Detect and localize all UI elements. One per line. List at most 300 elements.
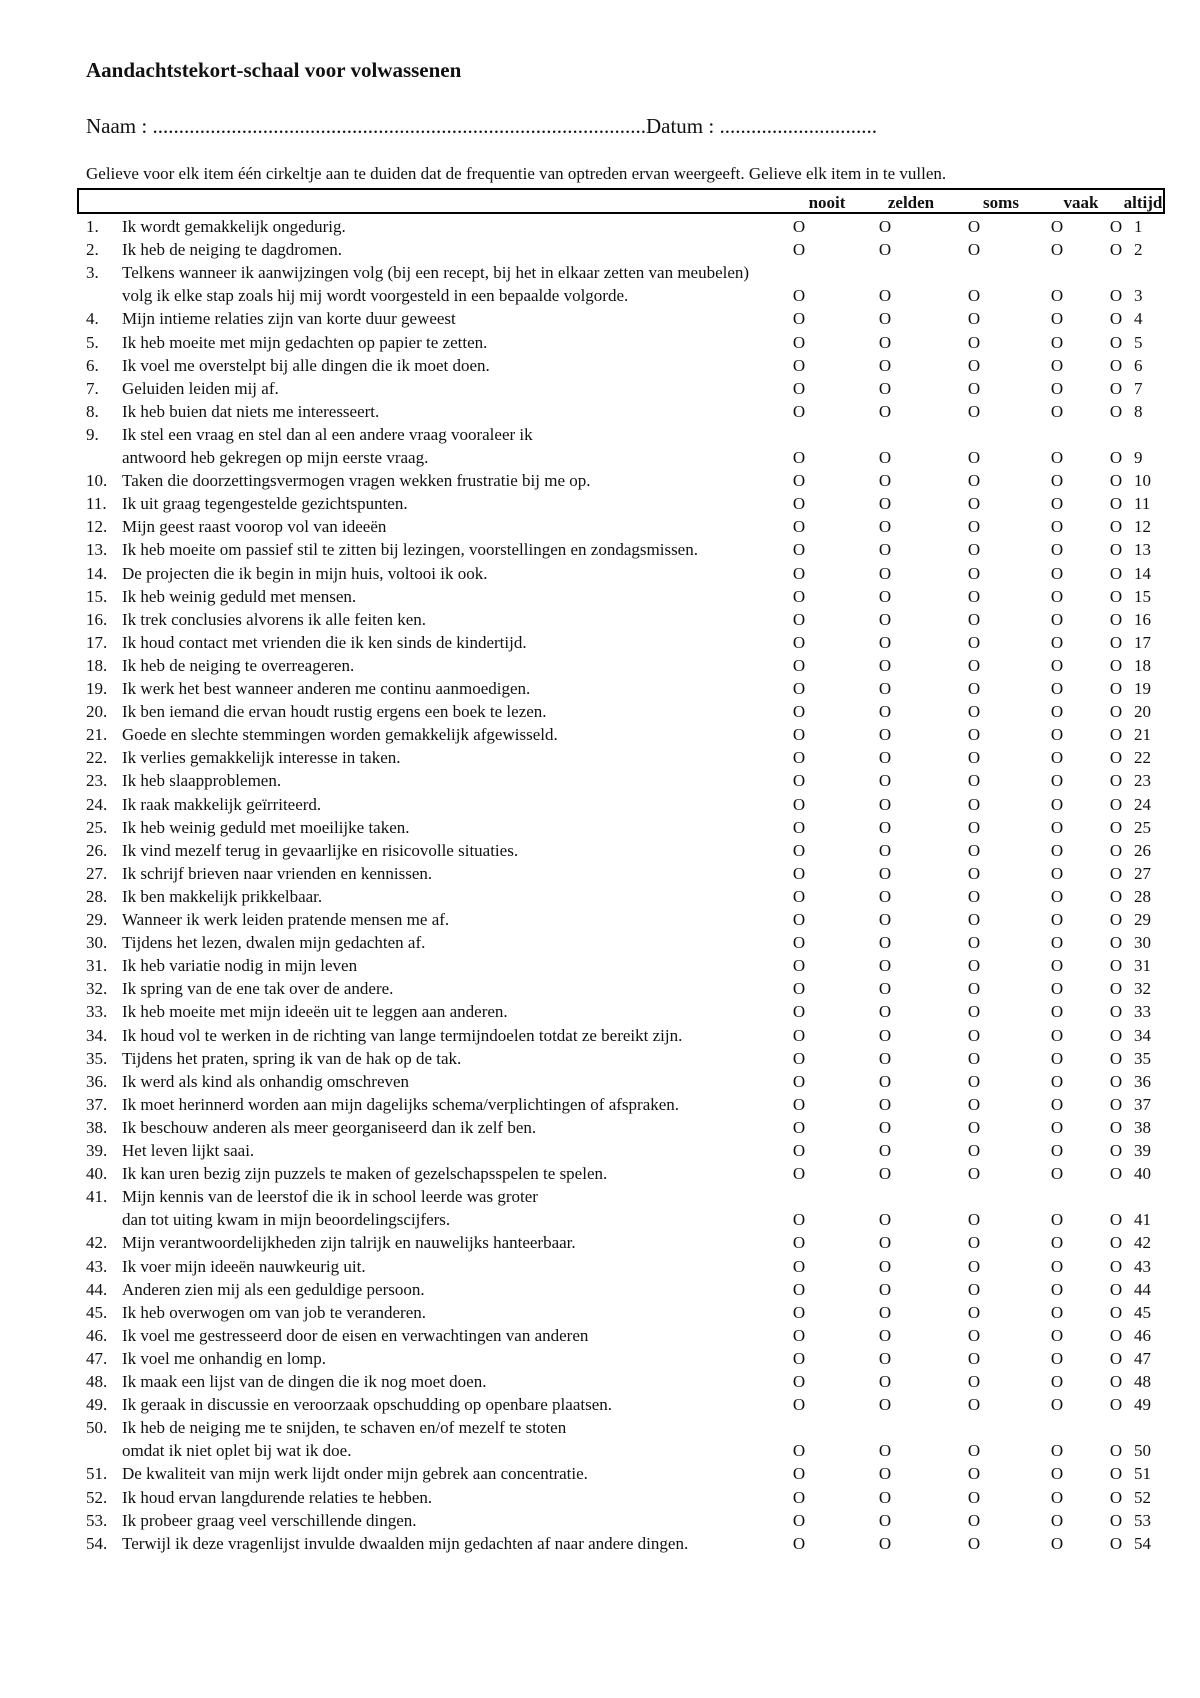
radio-soms[interactable]: O: [967, 1441, 981, 1461]
radio-altijd[interactable]: O: [1109, 910, 1123, 929]
radio-vaak[interactable]: O: [1050, 655, 1064, 675]
radio-altijd[interactable]: O: [1109, 286, 1123, 306]
radio-vaak[interactable]: O: [1050, 1533, 1064, 1553]
item-id: 32: [1134, 979, 1151, 999]
radio-altijd[interactable]: O: [1109, 332, 1123, 352]
radio-vaak[interactable]: O: [1050, 1025, 1064, 1045]
radio-vaak[interactable]: O: [1050, 1348, 1064, 1368]
radio-soms[interactable]: O: [967, 1487, 981, 1507]
item-number: 20.: [86, 702, 108, 722]
radio-altijd[interactable]: O: [1109, 609, 1123, 629]
radio-zelden[interactable]: O: [878, 1164, 892, 1184]
radio-soms[interactable]: O: [967, 748, 981, 768]
radio-nooit[interactable]: O: [792, 1533, 806, 1553]
radio-soms[interactable]: O: [967, 655, 981, 675]
radio-nooit[interactable]: O: [792, 1487, 806, 1507]
radio-vaak[interactable]: O: [1050, 886, 1064, 906]
radio-soms[interactable]: O: [967, 1117, 981, 1137]
radio-soms[interactable]: O: [967, 494, 981, 514]
radio-nooit[interactable]: O: [792, 563, 806, 583]
radio-zelden[interactable]: O: [878, 840, 892, 860]
radio-soms[interactable]: O: [967, 863, 981, 883]
radio-soms[interactable]: O: [967, 1510, 981, 1530]
radio-soms[interactable]: O: [967, 1164, 981, 1184]
radio-soms[interactable]: O: [967, 933, 981, 953]
radio-nooit[interactable]: O: [792, 1210, 806, 1230]
radio-altijd[interactable]: O: [1109, 1164, 1123, 1184]
radio-vaak[interactable]: O: [1050, 1510, 1064, 1530]
radio-nooit[interactable]: O: [792, 702, 806, 722]
radio-altijd[interactable]: O: [1109, 956, 1123, 976]
radio-soms[interactable]: O: [967, 1094, 981, 1114]
radio-nooit[interactable]: O: [792, 1094, 806, 1114]
radio-altijd[interactable]: O: [1109, 1279, 1123, 1299]
radio-zelden[interactable]: O: [878, 817, 892, 837]
radio-altijd[interactable]: O: [1109, 979, 1123, 999]
radio-altijd[interactable]: O: [1109, 1210, 1123, 1230]
radio-zelden[interactable]: O: [878, 979, 892, 999]
radio-vaak[interactable]: O: [1050, 378, 1064, 398]
radio-soms[interactable]: O: [967, 1302, 981, 1322]
radio-vaak[interactable]: O: [1050, 1302, 1064, 1322]
radio-vaak[interactable]: O: [1050, 517, 1064, 537]
radio-zelden[interactable]: O: [878, 286, 892, 306]
radio-nooit[interactable]: O: [792, 771, 806, 791]
radio-nooit[interactable]: O: [792, 886, 806, 906]
radio-altijd[interactable]: O: [1109, 563, 1123, 583]
radio-vaak[interactable]: O: [1050, 471, 1064, 491]
radio-zelden[interactable]: O: [878, 1487, 892, 1507]
item-text: Ik heb moeite met mijn ideeën uit te leggen aan anderen.: [122, 1002, 508, 1022]
radio-altijd[interactable]: O: [1109, 771, 1123, 791]
radio-zelden[interactable]: O: [878, 1395, 892, 1415]
radio-nooit[interactable]: O: [792, 863, 806, 883]
radio-zelden[interactable]: O: [878, 1325, 892, 1345]
list-item: [0, 1534, 1200, 1557]
radio-nooit[interactable]: O: [792, 910, 806, 929]
radio-vaak[interactable]: O: [1050, 332, 1064, 352]
radio-altijd[interactable]: O: [1109, 886, 1123, 906]
radio-vaak[interactable]: O: [1050, 586, 1064, 606]
radio-nooit[interactable]: O: [792, 725, 806, 745]
radio-soms[interactable]: O: [967, 1210, 981, 1230]
radio-zelden[interactable]: O: [878, 863, 892, 883]
radio-soms[interactable]: O: [967, 1464, 981, 1484]
radio-nooit[interactable]: O: [792, 240, 806, 260]
radio-vaak[interactable]: O: [1050, 609, 1064, 629]
radio-vaak[interactable]: O: [1050, 817, 1064, 837]
radio-zelden[interactable]: O: [878, 1141, 892, 1160]
radio-altijd[interactable]: O: [1109, 309, 1123, 329]
radio-vaak[interactable]: O: [1050, 286, 1064, 306]
radio-altijd[interactable]: O: [1109, 817, 1123, 837]
radio-vaak[interactable]: O: [1050, 725, 1064, 745]
radio-soms[interactable]: O: [967, 1256, 981, 1276]
column-header-zelden: zelden: [887, 193, 935, 212]
radio-zelden[interactable]: O: [878, 586, 892, 606]
radio-zelden[interactable]: O: [878, 517, 892, 537]
list-item: [0, 841, 1200, 864]
radio-zelden[interactable]: O: [878, 748, 892, 768]
radio-soms[interactable]: O: [967, 1279, 981, 1299]
radio-vaak[interactable]: O: [1050, 1487, 1064, 1507]
radio-zelden[interactable]: O: [878, 933, 892, 953]
radio-soms[interactable]: O: [967, 448, 981, 467]
radio-nooit[interactable]: O: [792, 1372, 806, 1391]
radio-altijd[interactable]: O: [1109, 1094, 1123, 1114]
radio-vaak[interactable]: O: [1050, 494, 1064, 514]
radio-soms[interactable]: O: [967, 840, 981, 860]
radio-nooit[interactable]: O: [792, 817, 806, 837]
radio-soms[interactable]: O: [967, 910, 981, 929]
radio-soms[interactable]: O: [967, 1533, 981, 1553]
radio-altijd[interactable]: O: [1109, 1325, 1123, 1345]
radio-zelden[interactable]: O: [878, 1510, 892, 1530]
radio-altijd[interactable]: O: [1109, 1117, 1123, 1137]
radio-soms[interactable]: O: [967, 563, 981, 583]
radio-vaak[interactable]: O: [1050, 1279, 1064, 1299]
radio-nooit[interactable]: O: [792, 1510, 806, 1530]
radio-nooit[interactable]: O: [792, 632, 806, 652]
radio-vaak[interactable]: O: [1050, 309, 1064, 329]
radio-vaak[interactable]: O: [1050, 840, 1064, 860]
radio-soms[interactable]: O: [967, 1048, 981, 1068]
radio-vaak[interactable]: O: [1050, 240, 1064, 260]
radio-soms[interactable]: O: [967, 471, 981, 491]
radio-vaak[interactable]: O: [1050, 448, 1064, 467]
radio-zelden[interactable]: O: [878, 471, 892, 491]
radio-nooit[interactable]: O: [792, 471, 806, 491]
radio-zelden[interactable]: O: [878, 332, 892, 352]
radio-vaak[interactable]: O: [1050, 217, 1064, 236]
radio-soms[interactable]: O: [967, 1325, 981, 1345]
radio-zelden[interactable]: O: [878, 1256, 892, 1276]
radio-nooit[interactable]: O: [792, 1325, 806, 1345]
item-id: 24: [1134, 794, 1151, 814]
radio-zelden[interactable]: O: [878, 1071, 892, 1091]
radio-soms[interactable]: O: [967, 1233, 981, 1253]
radio-zelden[interactable]: O: [878, 679, 892, 698]
radio-vaak[interactable]: O: [1050, 1233, 1064, 1253]
radio-altijd[interactable]: O: [1109, 725, 1123, 745]
radio-nooit[interactable]: O: [792, 933, 806, 953]
radio-vaak[interactable]: O: [1050, 1256, 1064, 1276]
radio-soms[interactable]: O: [967, 771, 981, 791]
radio-zelden[interactable]: O: [878, 910, 892, 929]
radio-soms[interactable]: O: [967, 540, 981, 560]
radio-zelden[interactable]: O: [878, 563, 892, 583]
radio-nooit[interactable]: O: [792, 794, 806, 814]
radio-soms[interactable]: O: [967, 1002, 981, 1022]
radio-vaak[interactable]: O: [1050, 771, 1064, 791]
radio-vaak[interactable]: O: [1050, 563, 1064, 583]
radio-nooit[interactable]: O: [792, 332, 806, 352]
radio-altijd[interactable]: O: [1109, 933, 1123, 953]
radio-soms[interactable]: O: [967, 679, 981, 698]
radio-altijd[interactable]: O: [1109, 655, 1123, 675]
radio-vaak[interactable]: O: [1050, 1117, 1064, 1137]
radio-soms[interactable]: O: [967, 378, 981, 398]
radio-altijd[interactable]: O: [1109, 355, 1123, 375]
radio-zelden[interactable]: O: [878, 494, 892, 514]
radio-nooit[interactable]: O: [792, 679, 806, 698]
radio-soms[interactable]: O: [967, 1348, 981, 1368]
item-text: Mijn kennis van de leerstof die ik in school leerde was groter: [122, 1187, 538, 1207]
item-id: 6: [1134, 355, 1143, 375]
radio-zelden[interactable]: O: [878, 217, 892, 236]
radio-altijd[interactable]: O: [1109, 679, 1123, 698]
radio-zelden[interactable]: O: [878, 956, 892, 976]
item-id: 49: [1134, 1395, 1151, 1415]
radio-nooit[interactable]: O: [792, 540, 806, 560]
radio-nooit[interactable]: O: [792, 1025, 806, 1045]
radio-soms[interactable]: O: [967, 332, 981, 352]
radio-altijd[interactable]: O: [1109, 401, 1123, 421]
radio-vaak[interactable]: O: [1050, 401, 1064, 421]
radio-vaak[interactable]: O: [1050, 910, 1064, 929]
radio-soms[interactable]: O: [967, 401, 981, 421]
radio-altijd[interactable]: O: [1109, 1256, 1123, 1276]
radio-vaak[interactable]: O: [1050, 748, 1064, 768]
radio-altijd[interactable]: O: [1109, 586, 1123, 606]
radio-altijd[interactable]: O: [1109, 1233, 1123, 1253]
radio-altijd[interactable]: O: [1109, 863, 1123, 883]
list-item: [0, 795, 1200, 818]
radio-soms[interactable]: O: [967, 1141, 981, 1160]
radio-nooit[interactable]: O: [792, 517, 806, 537]
radio-zelden[interactable]: O: [878, 771, 892, 791]
radio-zelden[interactable]: O: [878, 240, 892, 260]
radio-altijd[interactable]: O: [1109, 1533, 1123, 1553]
item-text: Ik heb slaapproblemen.: [122, 771, 282, 791]
item-text: Ik stel een vraag en stel dan al een andere vraag vooraleer ik: [122, 424, 533, 444]
radio-altijd[interactable]: O: [1109, 217, 1123, 236]
radio-altijd[interactable]: O: [1109, 1348, 1123, 1368]
radio-nooit[interactable]: O: [792, 448, 806, 467]
radio-soms[interactable]: O: [967, 886, 981, 906]
radio-vaak[interactable]: O: [1050, 1164, 1064, 1184]
item-id: 12: [1134, 517, 1151, 537]
radio-zelden[interactable]: O: [878, 609, 892, 629]
radio-zelden[interactable]: O: [878, 1233, 892, 1253]
radio-soms[interactable]: O: [967, 240, 981, 260]
item-text: Ik ben iemand die ervan houdt rustig ergens een boek te lezen.: [122, 702, 547, 722]
radio-altijd[interactable]: O: [1109, 1372, 1123, 1391]
radio-soms[interactable]: O: [967, 632, 981, 652]
radio-altijd[interactable]: O: [1109, 1025, 1123, 1045]
radio-vaak[interactable]: O: [1050, 956, 1064, 976]
radio-vaak[interactable]: O: [1050, 794, 1064, 814]
radio-zelden[interactable]: O: [878, 632, 892, 652]
radio-altijd[interactable]: O: [1109, 471, 1123, 491]
radio-soms[interactable]: O: [967, 1071, 981, 1091]
radio-nooit[interactable]: O: [792, 1164, 806, 1184]
radio-soms[interactable]: O: [967, 1395, 981, 1415]
radio-nooit[interactable]: O: [792, 401, 806, 421]
item-number: 9.: [86, 424, 99, 444]
radio-altijd[interactable]: O: [1109, 1487, 1123, 1507]
radio-soms[interactable]: O: [967, 1025, 981, 1045]
item-id: 36: [1134, 1071, 1151, 1091]
radio-nooit[interactable]: O: [792, 979, 806, 999]
radio-zelden[interactable]: O: [878, 1117, 892, 1137]
item-id: 38: [1134, 1117, 1151, 1137]
radio-vaak[interactable]: O: [1050, 679, 1064, 698]
radio-vaak[interactable]: O: [1050, 979, 1064, 999]
radio-nooit[interactable]: O: [792, 1071, 806, 1091]
radio-zelden[interactable]: O: [878, 1025, 892, 1045]
radio-zelden[interactable]: O: [878, 725, 892, 745]
radio-nooit[interactable]: O: [792, 1141, 806, 1160]
radio-altijd[interactable]: O: [1109, 517, 1123, 537]
radio-altijd[interactable]: O: [1109, 540, 1123, 560]
radio-vaak[interactable]: O: [1050, 1094, 1064, 1114]
radio-altijd[interactable]: O: [1109, 702, 1123, 722]
radio-altijd[interactable]: O: [1109, 1002, 1123, 1022]
radio-zelden[interactable]: O: [878, 1533, 892, 1553]
radio-nooit[interactable]: O: [792, 586, 806, 606]
radio-altijd[interactable]: O: [1109, 1464, 1123, 1484]
radio-vaak[interactable]: O: [1050, 1141, 1064, 1160]
item-id: 21: [1134, 725, 1151, 745]
item-number: 41.: [86, 1187, 108, 1207]
radio-altijd[interactable]: O: [1109, 1395, 1123, 1415]
radio-zelden[interactable]: O: [878, 655, 892, 675]
radio-vaak[interactable]: O: [1050, 540, 1064, 560]
radio-nooit[interactable]: O: [792, 1279, 806, 1299]
item-number: 42.: [86, 1233, 108, 1253]
radio-nooit[interactable]: O: [792, 1117, 806, 1137]
radio-vaak[interactable]: O: [1050, 1071, 1064, 1091]
item-id: 47: [1134, 1348, 1151, 1368]
list-item: [0, 1441, 1200, 1464]
radio-vaak[interactable]: O: [1050, 1210, 1064, 1230]
radio-zelden[interactable]: O: [878, 1048, 892, 1068]
radio-nooit[interactable]: O: [792, 655, 806, 675]
radio-vaak[interactable]: O: [1050, 933, 1064, 953]
radio-nooit[interactable]: O: [792, 1233, 806, 1253]
radio-nooit[interactable]: O: [792, 494, 806, 514]
radio-altijd[interactable]: O: [1109, 378, 1123, 398]
radio-vaak[interactable]: O: [1050, 632, 1064, 652]
radio-zelden[interactable]: O: [878, 1210, 892, 1230]
radio-altijd[interactable]: O: [1109, 748, 1123, 768]
radio-zelden[interactable]: O: [878, 540, 892, 560]
radio-vaak[interactable]: O: [1050, 1325, 1064, 1345]
radio-zelden[interactable]: O: [878, 378, 892, 398]
radio-altijd[interactable]: O: [1109, 1048, 1123, 1068]
radio-nooit[interactable]: O: [792, 748, 806, 768]
radio-soms[interactable]: O: [967, 517, 981, 537]
item-id: 37: [1134, 1094, 1151, 1114]
radio-altijd[interactable]: O: [1109, 794, 1123, 814]
radio-soms[interactable]: O: [967, 217, 981, 236]
radio-soms[interactable]: O: [967, 817, 981, 837]
radio-nooit[interactable]: O: [792, 378, 806, 398]
radio-soms[interactable]: O: [967, 794, 981, 814]
item-text: Ik verlies gemakkelijk interesse in taken.: [122, 748, 401, 768]
radio-altijd[interactable]: O: [1109, 632, 1123, 652]
radio-vaak[interactable]: O: [1050, 1441, 1064, 1461]
radio-altijd[interactable]: O: [1109, 1302, 1123, 1322]
radio-zelden[interactable]: O: [878, 1372, 892, 1391]
name-date-line: Naam : ..............................................................................................Datum : ..............................: [86, 114, 877, 138]
radio-nooit[interactable]: O: [792, 1464, 806, 1484]
radio-vaak[interactable]: O: [1050, 1002, 1064, 1022]
radio-zelden[interactable]: O: [878, 1094, 892, 1114]
radio-vaak[interactable]: O: [1050, 1372, 1064, 1391]
radio-zelden[interactable]: O: [878, 401, 892, 421]
radio-nooit[interactable]: O: [792, 956, 806, 976]
radio-altijd[interactable]: O: [1109, 840, 1123, 860]
radio-soms[interactable]: O: [967, 702, 981, 722]
list-item: [0, 1210, 1200, 1233]
radio-nooit[interactable]: O: [792, 309, 806, 329]
radio-nooit[interactable]: O: [792, 1441, 806, 1461]
radio-zelden[interactable]: O: [878, 794, 892, 814]
radio-altijd[interactable]: O: [1109, 1510, 1123, 1530]
radio-soms[interactable]: O: [967, 586, 981, 606]
radio-zelden[interactable]: O: [878, 448, 892, 467]
radio-zelden[interactable]: O: [878, 1279, 892, 1299]
radio-zelden[interactable]: O: [878, 1464, 892, 1484]
radio-nooit[interactable]: O: [792, 1348, 806, 1368]
radio-vaak[interactable]: O: [1050, 702, 1064, 722]
radio-soms[interactable]: O: [967, 286, 981, 306]
radio-nooit[interactable]: O: [792, 286, 806, 306]
radio-zelden[interactable]: O: [878, 886, 892, 906]
radio-vaak[interactable]: O: [1050, 1048, 1064, 1068]
radio-zelden[interactable]: O: [878, 1348, 892, 1368]
radio-soms[interactable]: O: [967, 309, 981, 329]
radio-altijd[interactable]: O: [1109, 448, 1123, 467]
radio-soms[interactable]: O: [967, 979, 981, 999]
radio-altijd[interactable]: O: [1109, 240, 1123, 260]
list-item: [0, 1257, 1200, 1280]
radio-vaak[interactable]: O: [1050, 1464, 1064, 1484]
radio-nooit[interactable]: O: [792, 1002, 806, 1022]
radio-nooit[interactable]: O: [792, 355, 806, 375]
radio-zelden[interactable]: O: [878, 309, 892, 329]
radio-soms[interactable]: O: [967, 956, 981, 976]
radio-vaak[interactable]: O: [1050, 355, 1064, 375]
radio-zelden[interactable]: O: [878, 355, 892, 375]
radio-zelden[interactable]: O: [878, 1441, 892, 1461]
radio-zelden[interactable]: O: [878, 702, 892, 722]
radio-altijd[interactable]: O: [1109, 1441, 1123, 1461]
radio-soms[interactable]: O: [967, 1372, 981, 1391]
radio-zelden[interactable]: O: [878, 1002, 892, 1022]
list-item: [0, 448, 1200, 471]
item-text: Ik spring van de ene tak over de andere.: [122, 979, 394, 999]
radio-soms[interactable]: O: [967, 355, 981, 375]
radio-soms[interactable]: O: [967, 725, 981, 745]
radio-soms[interactable]: O: [967, 609, 981, 629]
radio-nooit[interactable]: O: [792, 840, 806, 860]
radio-vaak[interactable]: O: [1050, 1395, 1064, 1415]
radio-nooit[interactable]: O: [792, 1256, 806, 1276]
radio-nooit[interactable]: O: [792, 217, 806, 236]
radio-altijd[interactable]: O: [1109, 1071, 1123, 1091]
radio-nooit[interactable]: O: [792, 1302, 806, 1322]
radio-altijd[interactable]: O: [1109, 494, 1123, 514]
radio-altijd[interactable]: O: [1109, 1141, 1123, 1160]
radio-vaak[interactable]: O: [1050, 863, 1064, 883]
radio-zelden[interactable]: O: [878, 1302, 892, 1322]
radio-nooit[interactable]: O: [792, 609, 806, 629]
radio-nooit[interactable]: O: [792, 1048, 806, 1068]
radio-nooit[interactable]: O: [792, 1395, 806, 1415]
